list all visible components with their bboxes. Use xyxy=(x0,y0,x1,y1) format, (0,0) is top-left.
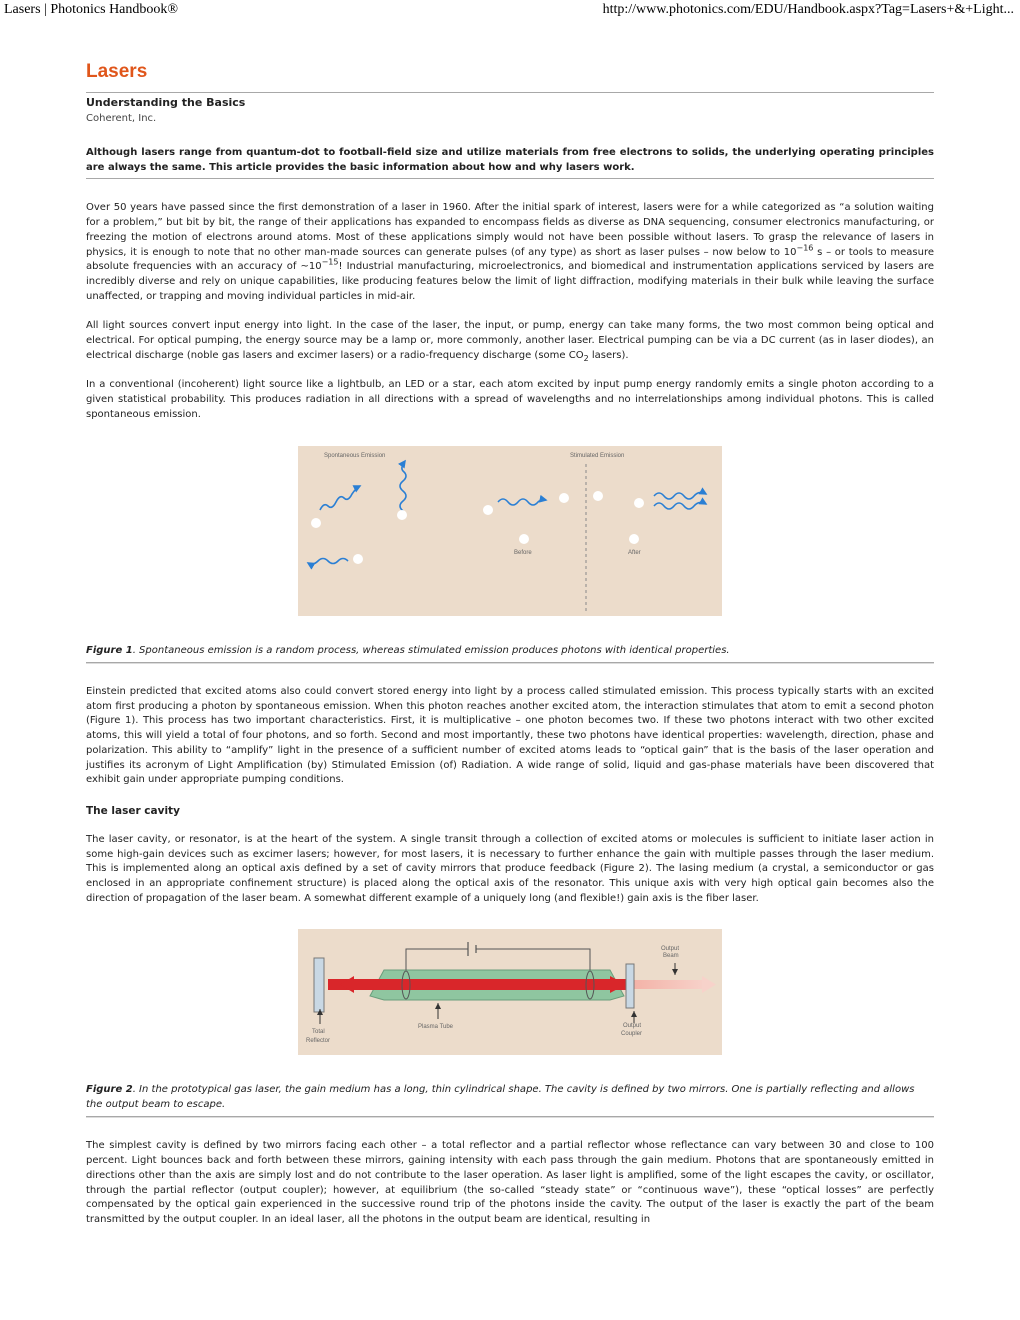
atom xyxy=(519,534,529,544)
beam-arrow-left xyxy=(340,976,354,993)
laser-beam xyxy=(328,979,626,990)
page-title-header: Lasers | Photonics Handbook® xyxy=(4,2,179,17)
label-plasma-tube: Plasma Tube xyxy=(418,1024,454,1031)
atom xyxy=(397,510,407,520)
label-before: Before xyxy=(514,549,532,556)
article-author: Coherent, Inc. xyxy=(86,113,157,124)
label-after: After xyxy=(628,549,641,556)
label-spontaneous-emission: Spontaneous Emission xyxy=(324,452,386,459)
total-reflector-mirror xyxy=(314,958,324,1012)
photon-wave xyxy=(320,486,360,510)
figure-1 xyxy=(298,446,722,616)
pointer-arrow xyxy=(435,1003,441,1009)
atom xyxy=(483,505,493,515)
label-total-reflector: Total xyxy=(312,1029,325,1036)
article-title: Lasers xyxy=(86,60,934,93)
atom xyxy=(559,493,569,503)
atom xyxy=(593,491,603,501)
photon-wave xyxy=(308,558,348,564)
photon-wave xyxy=(654,502,706,509)
atom xyxy=(634,498,644,508)
paragraph-intro: Over 50 years have passed since the first demonstration of a laser in 1960. After the initial spark of interest, lasers were for a while categorized as “a solution waiting for a problem,” but bit by bit, the range of their applications has expanded to encompass fields as diverse as DNA sequencing, consumer electronics manufacturing, or freezing the motion of electrons around atoms. Most of these applications simply would not have been possible without lasers. To grasp the relevance of lasers in physics, it is enough to note that no other man-made sources can generate pulses (of any type) as short as laser pulses – now below to $10^{-16}$ s – or tools to measure absolute frequencies with an accuracy of $\sim 10^{-15}$! Industrial manufacturing, microelectronics, and biomedical and instrumentation applications serviced by lasers are incredibly diverse and rely on unique capabilities, like producing features below the limit of light diffraction, modifying materials in their bulk while leaving the surface unaffected, or trapping and moving individual particles in mid-air. xyxy=(86,202,935,302)
output-beam xyxy=(634,980,706,989)
output-coupler-mirror xyxy=(626,964,634,1008)
page-url: http://www.photonics.com/EDU/Handbook.aspx?Tag=Lasers+&+Light... xyxy=(602,2,1014,17)
atom xyxy=(629,534,639,544)
figure-2 xyxy=(298,929,722,1055)
print-header xyxy=(4,2,1014,22)
photon-wave xyxy=(400,461,406,511)
paragraph-spontaneous: In a conventional (incoherent) light source like a lightbulb, an LED or a star, each atom excited by input pump energy randomly emits a single photon according to a given statistical probability. This produces radiation in all directions with a spread of wavelengths and no interrelationships among individual photons. This is called spontaneous emission. xyxy=(86,379,934,420)
output-beam-arrow xyxy=(702,976,716,993)
figure-2-caption: Figure 2. In the prototypical gas laser, the gain medium has a long, thin cylindrical shape. The cavity is defined by two mirrors. One is partially reflecting and allows the output beam to escape. xyxy=(86,1083,934,1117)
label-output-coupler-2: Coupler xyxy=(621,1031,643,1038)
label-output-coupler: Output xyxy=(623,1023,642,1030)
article-subtitle: Understanding the Basics xyxy=(86,96,246,109)
figure-1-diagram xyxy=(298,446,722,616)
pointer-arrow xyxy=(672,969,678,975)
paragraph-stimulated: Einstein predicted that excited atoms also could convert stored energy into light by a process called stimulated emission. This process typically starts with an excited atom first producing a photon by spontaneous emission. When this photon reaches another excited atom, the interaction stimulates that atom to emit a second photon (Figure 1). This process has two important characteristics. First, it is multiplicative – one photon becomes two. If these two photons interact with two other excited atoms, this will yield a total of four photons, and so forth. Second and most importantly, these two photons have identical properties: wavelength, direction, phase and polarization. This ability to “amplify” light in the presence of a sufficient number of excited atoms leads to “optical gain” that is the basis of the laser operation and justifies its acronym of Light Amplification (by) Stimulated Emission (of) Radiation. A wide range of solid, liquid and gas-phase materials have been discovered that exhibit gain under appropriate pumping conditions. xyxy=(86,686,934,786)
figure-2-diagram xyxy=(298,929,722,1055)
label-output-beam-2: Beam xyxy=(663,953,679,960)
photon-wave xyxy=(654,492,706,499)
paragraph-cavity: The laser cavity, or resonator, is at the heart of the system. A single transit through a collection of excited atoms or molecules is sufficient to initiate laser action in some high-gain devices such as excimer lasers; however, for most lasers, it is necessary to further enhance the gain with multiple passes through the laser medium. This is implemented along an optical axis defined by a set of cavity mirrors that produce feedback (Figure 2). The lasing medium (a crystal, a semiconductor or gas enclosed in an appropriate confinement structure) is placed along the optical axis of the resonator. This unique axis with very high optical gain becomes also the direction of propagation of the laser beam. A somewhat different example of a uniquely long (and flexible!) gain axis is the fiber laser. xyxy=(86,833,934,904)
photon-wave xyxy=(498,499,546,505)
paragraph-simplest-cavity: The simplest cavity is defined by two mirrors facing each other – a total reflector and a partial reflector whose reflectance can vary between 30 and close to 100 percent. Light bounces back and forth between these mirrors, gaining intensity with each pass through the gain medium. Photons that are spontaneously emitted in directions other than the axis are simply lost and do not contribute to the laser operation. As laser light is amplified, some of the light escapes the cavity, or oscillator, through the partial reflector (output coupler); however, at equilibrium (the so-called “steady state” or “continuous wave”), these “optical losses” are perfectly compensated by the optical gain experienced in the successive round trip of the photons inside the cavity. The output of the laser is exactly the part of the beam transmitted by the output coupler. In an ideal laser, all the photons in the output beam are identical, resulting in xyxy=(86,1140,934,1225)
atom xyxy=(353,554,363,564)
section-heading-cavity: The laser cavity xyxy=(86,804,180,817)
article xyxy=(86,60,934,1228)
electrode-wire xyxy=(406,949,590,970)
label-output-beam: Output xyxy=(661,946,680,953)
label-stimulated-emission: Stimulated Emission xyxy=(570,452,625,459)
figure-1-caption: Figure 1. Spontaneous emission is a random process, whereas stimulated emission produces photons with identical properties. xyxy=(86,644,934,664)
atom xyxy=(311,518,321,528)
article-abstract: Although lasers range from quantum-dot to football-field size and utilize materials from free electrons to solids, the underlying operating principles are always the same. This article provides the basic information about how and why lasers work. xyxy=(86,146,934,179)
pointer-arrow xyxy=(631,1011,637,1017)
label-total-reflector-2: Reflector xyxy=(306,1038,331,1045)
paragraph-pumping: All light sources convert input energy into light. In the case of the laser, the input, or pump, energy can take many forms, the two most common being optical and electrical. For optical pumping, the energy source may be a lamp or, more commonly, another laser. Electrical pumping can be via a DC current (as in laser diodes), an electrical discharge (noble gas lasers and excimer lasers) or a radio-frequency discharge (some $CO_2$ lasers). xyxy=(86,320,934,363)
